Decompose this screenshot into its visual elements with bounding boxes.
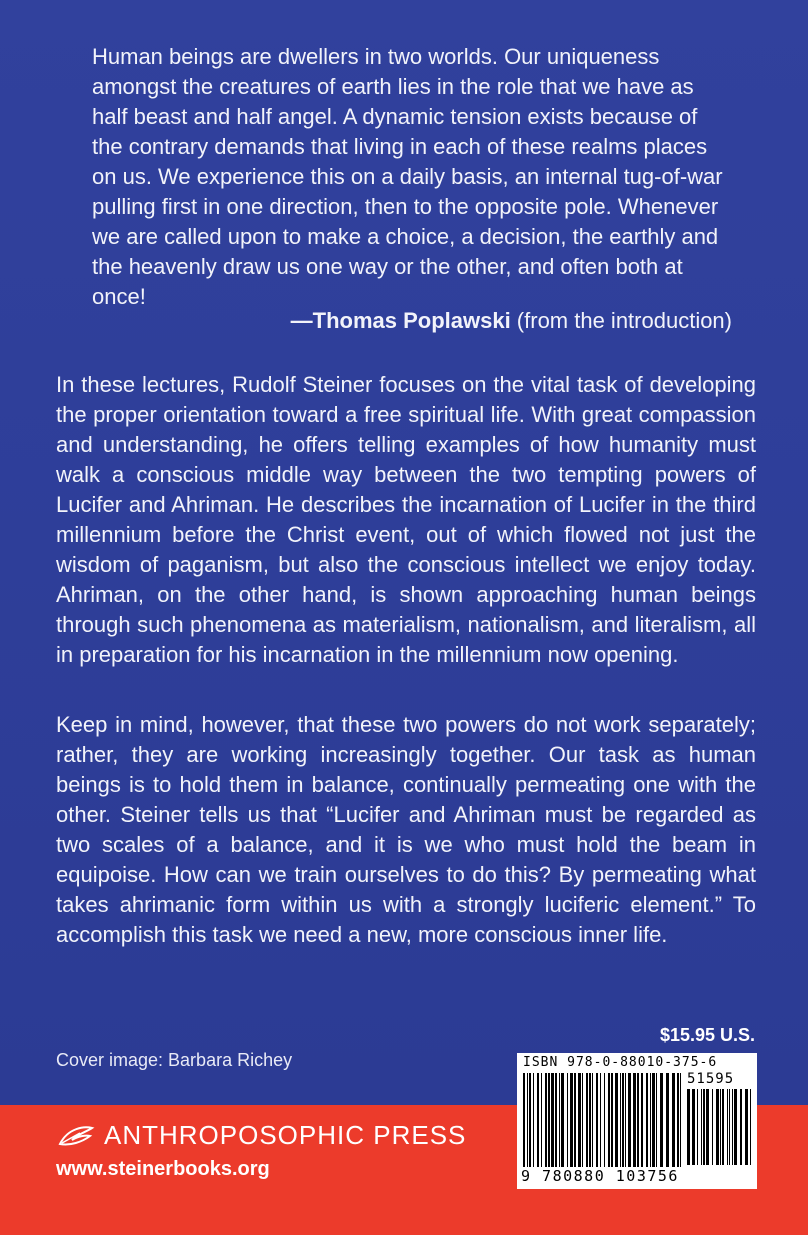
- quote-author: —Thomas Poplawski: [290, 308, 511, 333]
- barcode-bar: [656, 1073, 657, 1167]
- barcode-bar: [677, 1073, 679, 1167]
- barcode-bar: [706, 1089, 709, 1165]
- barcode-bar: [561, 1073, 564, 1167]
- barcode-bar: [611, 1073, 613, 1167]
- barcode-bar: [740, 1089, 742, 1165]
- isbn-number: ISBN 978-0-88010-375-6: [523, 1055, 718, 1070]
- barcode-bar: [608, 1073, 610, 1167]
- publisher-name: ANTHROPOSOPHIC PRESS: [104, 1120, 467, 1150]
- barcode-bar: [545, 1073, 547, 1167]
- publisher-logo: [56, 1120, 466, 1151]
- barcode-bar: [533, 1073, 534, 1167]
- barcode-bar: [641, 1073, 643, 1167]
- barcode-bar: [652, 1073, 655, 1167]
- barcode-bar: [729, 1089, 730, 1165]
- barcode-bar: [666, 1073, 669, 1167]
- barcode-bar: [548, 1073, 550, 1167]
- barcode-bar: [672, 1073, 675, 1167]
- barcode-bar: [701, 1089, 702, 1165]
- publisher-website[interactable]: www.steinerbooks.org: [56, 1158, 270, 1180]
- barcode-bar: [589, 1073, 591, 1167]
- price-label: $15.95 U.S.: [659, 1025, 755, 1045]
- barcode-bar: [628, 1073, 631, 1167]
- barcode-bar: [537, 1073, 539, 1167]
- barcode-bar: [734, 1089, 737, 1165]
- barcode-bar: [529, 1073, 531, 1167]
- barcode-main-bars: [523, 1073, 683, 1167]
- barcode-bar: [541, 1073, 542, 1167]
- barcode-bar: [586, 1073, 588, 1167]
- barcode-bar: [637, 1073, 639, 1167]
- barcode-bar: [527, 1073, 528, 1167]
- barcode-bar: [596, 1073, 598, 1167]
- barcode-bar: [622, 1073, 624, 1167]
- barcode-bar: [703, 1089, 705, 1165]
- barcode-bar: [570, 1073, 573, 1167]
- barcode-bar: [582, 1073, 583, 1167]
- barcode-bar: [687, 1089, 690, 1165]
- barcode-bar: [574, 1073, 576, 1167]
- barcode-digits: 9 780880 103756: [521, 1167, 679, 1185]
- barcode-bar: [680, 1073, 681, 1167]
- barcode-bar: [646, 1073, 648, 1167]
- barcode-bar: [523, 1073, 525, 1167]
- barcode-bar: [620, 1073, 621, 1167]
- barcode-bar: [615, 1073, 618, 1167]
- barcode-bar: [716, 1089, 719, 1165]
- barcode-bar: [697, 1089, 698, 1165]
- barcode-bar: [720, 1089, 721, 1165]
- barcode-addon-number: 51595: [687, 1071, 735, 1087]
- barcode-bar: [750, 1089, 751, 1165]
- barcode-bar: [732, 1089, 733, 1165]
- isbn-barcode: [517, 1053, 757, 1189]
- barcode-addon-bars: [687, 1089, 751, 1165]
- feather-logo-icon: [56, 1124, 96, 1148]
- barcode-bar: [604, 1073, 605, 1167]
- barcode-bar: [600, 1073, 601, 1167]
- intro-quote: Human beings are dwellers in two worlds. Our uniqueness amongst the creatures of earth lies in the role that we have as half beast and half angel. A dynamic tension exists because of the contrary demands that living in each of these realms places on us. We experience this on a daily basis, an internal tug-of-war pulling first in one direction, then to the opposite pole. Whenever we are called upon to make a choice, a decision, the earthly and the heavenly draw us one way or the other, and often both at once!: [92, 44, 723, 309]
- description-paragraph-2: Keep in mind, however, that these two powers do not work separately; rather, they are working increasingly together. Our task as human beings is to hold them in balance, continually permeating one with the other. Steiner tells us that “Lucifer and Ahriman must be regarded as two scales of a balance, and it is we who must hold the beam in equipoise. How can we train ourselves to do this? By permeating what takes ahrimanic form within us with a strongly luciferic element.” To accomplish this task we need a new, more conscious inner life.: [56, 712, 756, 947]
- barcode-bar: [745, 1089, 748, 1165]
- barcode-bar: [692, 1089, 695, 1165]
- quote-source: (from the introduction): [510, 308, 732, 333]
- barcode-bar: [650, 1073, 651, 1167]
- barcode-bar: [559, 1073, 560, 1167]
- barcode-bar: [578, 1073, 581, 1167]
- barcode-bar: [712, 1089, 713, 1165]
- barcode-bar: [567, 1073, 568, 1167]
- barcode-bar: [551, 1073, 554, 1167]
- barcode-bar: [633, 1073, 636, 1167]
- barcode-bar: [592, 1073, 593, 1167]
- barcode-bar: [555, 1073, 557, 1167]
- quote-attribution: [92, 306, 732, 336]
- cover-credit: Cover image: Barbara Richey: [56, 1050, 293, 1070]
- barcode-bar: [722, 1089, 724, 1165]
- description-paragraph-1: In these lectures, Rudolf Steiner focuses on the vital task of developing the proper orientation toward a free spiritual life. With great compassion and understanding, he offers telling examples of how humanity must walk a conscious middle way between the two tempting powers of Lucifer and Ahriman. He describes the incarnation of Lucifer in the third millennium before the Christ event, out of which flowed not just the wisdom of paganism, but also the conscious intellect we enjoy today. Ahriman, on the other hand, is shown approaching human beings through such phenomena as materialism, nationalism, and literalism, all in preparation for his incarnation in the millennium now opening.: [56, 372, 756, 667]
- barcode-bar: [625, 1073, 626, 1167]
- barcode-bar: [727, 1089, 728, 1165]
- barcode-bar: [660, 1073, 663, 1167]
